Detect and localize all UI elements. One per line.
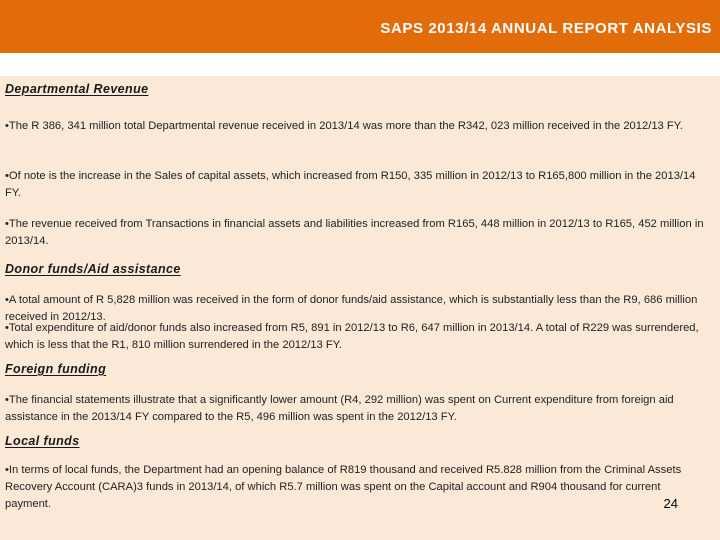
heading-departmental-revenue: Departmental Revenue <box>5 82 149 96</box>
page-title: SAPS 2013/14 ANNUAL REPORT ANALYSIS <box>380 20 712 37</box>
heading-foreign-funding: Foreign funding <box>5 362 107 376</box>
paragraph-local-funds: •In terms of local funds, the Department had an opening balance of R819 thousand and received R5.828 million from the Criminal Assets Recovery Account (CARA)3 funds in 2013/14, of which R5.7 million was spent on the Capital account and R904 thousand for current payment. <box>5 464 682 510</box>
heading-local-funds: Local funds <box>5 434 80 448</box>
page-number: 24 <box>663 496 678 511</box>
paragraph-revenue-total: •The R 386, 341 million total Departmental revenue received in 2013/14 was more than the R342, 023 million received in the 2012/13 FY. <box>5 120 683 132</box>
paragraph-donor-received: •A total amount of R 5,828 million was received in the form of donor funds/aid assistance, which is substantially less than the R9, 686 million received in 2012/13. <box>5 294 698 323</box>
header-bar <box>0 0 720 53</box>
heading-donor-funds: Donor funds/Aid assistance <box>5 262 181 276</box>
paragraph-financial-transactions: •The revenue received from Transactions in financial assets and liabilities increased from R165, 448 million in 2012/13 to R165, 452 million in 2013/14. <box>5 218 704 247</box>
paragraph-foreign-expenditure: •The financial statements illustrate that a significantly lower amount (R4, 292 million) was spent on Current expenditure from foreign aid assistance in the 2013/14 FY compared to the R5, 496 million was spent in the 2012/13 FY. <box>5 394 674 423</box>
paragraph-capital-assets: •Of note is the increase in the Sales of capital assets, which increased from R150, 335 million in 2012/13 to R165,800 million in the 2013/14 FY. <box>5 170 696 199</box>
paragraph-donor-expenditure: •Total expenditure of aid/donor funds also increased from R5, 891 in 2012/13 to R6, 647 million in 2013/14. A total of R229 was surrendered, which is less that the R1, 810 million surrendered in the 2012/13 FY. <box>5 322 699 351</box>
